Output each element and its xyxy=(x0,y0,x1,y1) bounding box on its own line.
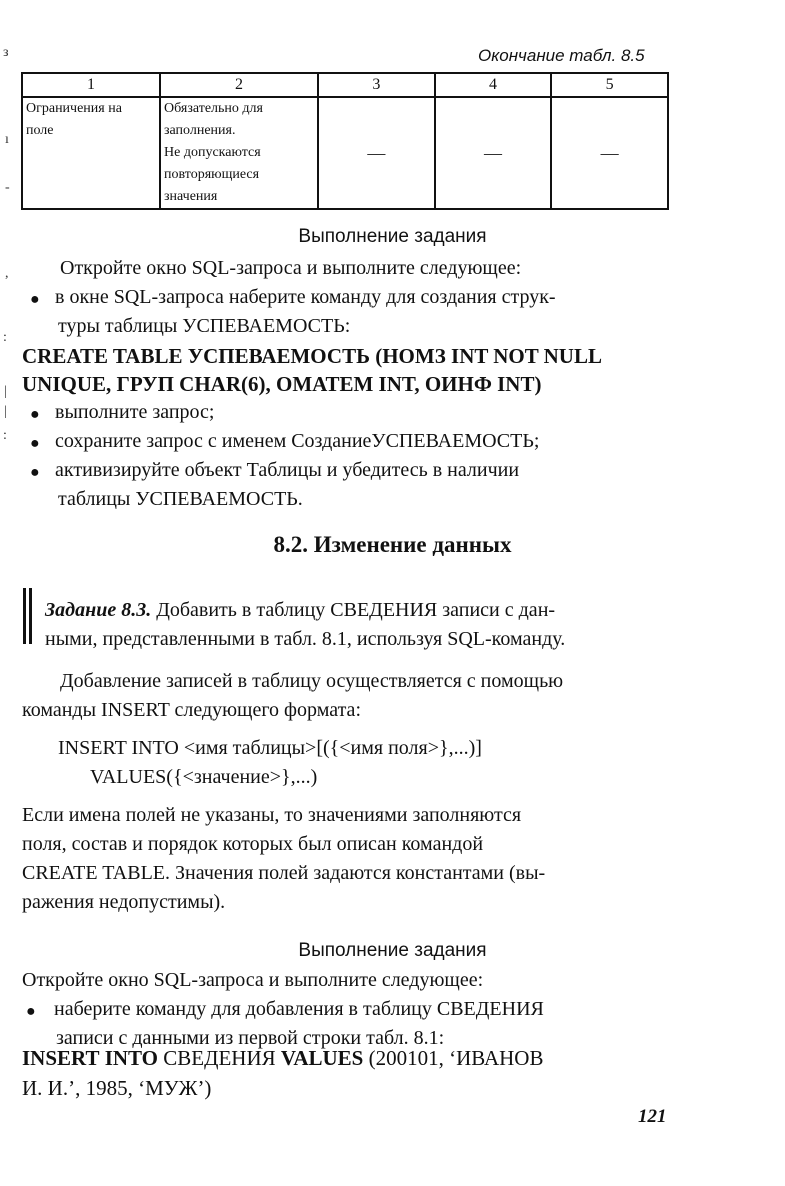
sql-insert-text: INSERT INTO СВЕДЕНИЯ VALUES (200101, ‘ИВАНОВ xyxy=(22,1046,544,1070)
table-header-row xyxy=(22,73,668,97)
paragraph-line: поля, состав и порядок которых был описан командой xyxy=(22,833,484,855)
syntax-line: INSERT INTO <имя таблицы>[({<имя поля>},...)] xyxy=(58,737,482,759)
exec-heading: Выполнение задания xyxy=(298,940,487,961)
table-cell-dash: — xyxy=(318,97,435,209)
paragraph-line: ражения недопустимы). xyxy=(22,891,226,913)
cell-line: Не допускаются xyxy=(164,145,261,160)
margin-mark: : xyxy=(3,330,7,345)
intro-paragraph: Откройте окно SQL-запроса и выполните следующее: xyxy=(22,969,484,991)
margin-mark: - xyxy=(5,180,10,195)
task-bar-right xyxy=(29,588,32,644)
table-header-cell: 5 xyxy=(551,73,668,97)
paragraph-line: CREATE TABLE. Значения полей задаются константами (вы- xyxy=(22,862,546,884)
list-item-text: наберите команду для добавления в таблицу СВЕДЕНИЯ xyxy=(54,998,544,1020)
list-item-continuation: записи с данными из первой строки табл. 8.1: xyxy=(56,1027,445,1049)
sql-insert-line-1 xyxy=(22,1044,543,1073)
exec-heading: Выполнение задания xyxy=(298,226,487,247)
margin-mark: з xyxy=(3,45,9,60)
cell-line: значения xyxy=(164,189,218,204)
task-line-2: ными, представленными в табл. 8.1, используя SQL-команду. xyxy=(45,628,566,650)
table-header-cell: 2 xyxy=(160,73,318,97)
bullet-icon: ● xyxy=(30,464,40,481)
sql-create-text: CREATE TABLE УСПЕВАЕМОСТЬ (НОМЗ INT NOT NULL xyxy=(22,344,602,368)
table-cell-constraint xyxy=(22,97,160,209)
sql-create-line-2 xyxy=(22,370,541,399)
bullet-icon: ● xyxy=(30,435,40,452)
list-item-text: активизируйте объект Таблицы и убедитесь в наличии xyxy=(55,459,520,481)
table-caption: Окончание табл. 8.5 xyxy=(478,46,645,65)
page-number: 121 xyxy=(638,1106,667,1127)
table-cell-dash: — xyxy=(435,97,552,209)
section-title: 8.2. Изменение данных xyxy=(273,532,512,557)
table-cell-dash: — xyxy=(551,97,668,209)
paragraph-line: Добавление записей в таблицу осуществляется с помощью xyxy=(60,670,564,692)
task-label: Задание 8.3. xyxy=(45,599,152,621)
task-bar-left xyxy=(23,588,26,644)
bullet-icon: ● xyxy=(30,291,40,308)
margin-mark: | xyxy=(4,404,7,419)
table-row xyxy=(22,97,668,209)
table-header-cell: 4 xyxy=(435,73,552,97)
task-line-1 xyxy=(45,596,555,625)
list-item-continuation: туры таблицы УСПЕВАЕМОСТЬ: xyxy=(58,315,351,337)
sql-create-line-1 xyxy=(22,327,602,368)
intro-paragraph: Откройте окно SQL-запроса и выполните следующее: xyxy=(60,257,522,279)
cell-line: Ограничения на xyxy=(26,101,122,116)
cell-line: Обязательно для xyxy=(164,101,263,116)
margin-mark: : xyxy=(3,428,7,443)
table-header-cell: 1 xyxy=(22,73,160,97)
list-item-continuation: таблицы УСПЕВАЕМОСТЬ. xyxy=(58,488,303,510)
cell-line: повторяющиеся xyxy=(164,167,260,182)
paragraph-line: команды INSERT следующего формата: xyxy=(22,699,361,721)
list-item-text: в окне SQL-запроса наберите команду для создания струк- xyxy=(55,286,556,308)
cell-line: заполнения. xyxy=(164,123,236,138)
list-item-text: выполните запрос; xyxy=(55,401,215,423)
bullet-icon: ● xyxy=(26,1003,36,1020)
table-cell-description xyxy=(160,97,318,209)
table-header-cell: 3 xyxy=(318,73,435,97)
sql-create-text: UNIQUE, ГРУП CHAR(6), ОМАТЕМ INT, ОИНФ INT) xyxy=(22,372,542,396)
margin-mark: ı xyxy=(5,132,9,147)
cell-line: поле xyxy=(26,123,54,138)
sql-insert-line-2: И. И.’, 1985, ‘МУЖ’) xyxy=(22,1076,212,1100)
margin-mark: , xyxy=(5,266,9,281)
task-text: Добавить в таблицу СВЕДЕНИЯ записи с дан- xyxy=(151,599,556,621)
list-item-text: сохраните запрос с именем СозданиеУСПЕВАЕМОСТЬ; xyxy=(55,430,540,452)
syntax-line: VALUES({<значение>},...) xyxy=(90,766,318,788)
margin-mark: | xyxy=(4,384,7,399)
paragraph-line: Если имена полей не указаны, то значениями заполняются xyxy=(22,804,522,826)
table-8-5 xyxy=(21,72,669,210)
bullet-icon: ● xyxy=(30,406,40,423)
